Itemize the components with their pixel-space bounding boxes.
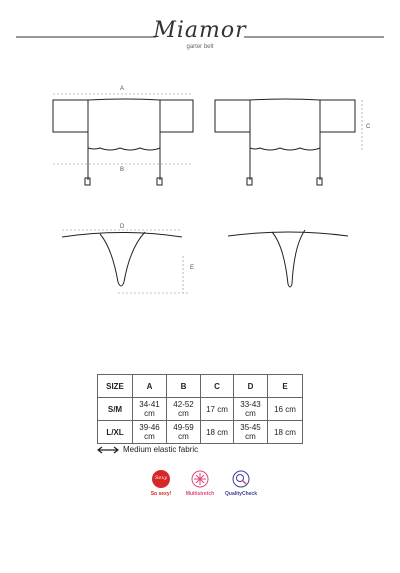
table-header: A xyxy=(133,375,167,398)
dimension-label-c: C xyxy=(366,124,371,130)
table-cell: 39-46 cm xyxy=(133,421,167,444)
table-cell: 42-52 cm xyxy=(167,398,201,421)
table-cell: S/M xyxy=(98,398,133,421)
table-header: B xyxy=(167,375,201,398)
sexy-icon: Sexy xyxy=(152,470,170,488)
table-header-row xyxy=(98,375,303,398)
table-cell: 35-45 cm xyxy=(234,421,268,444)
multistretch-icon xyxy=(191,470,209,488)
dimension-label-e: E xyxy=(190,265,195,271)
fabric-label: Medium elastic fabric xyxy=(123,445,199,454)
table-cell: 18 cm xyxy=(268,421,303,444)
badge-quality-check xyxy=(216,470,266,497)
table-cell: 17 cm xyxy=(201,398,234,421)
table-cell: 33-43 cm xyxy=(234,398,268,421)
badge-label: Multistretch xyxy=(185,491,215,497)
table-row xyxy=(98,421,303,444)
table-cell: 18 cm xyxy=(201,421,234,444)
table-row xyxy=(98,398,303,421)
quality-check-icon xyxy=(232,470,250,488)
size-table xyxy=(97,374,303,444)
back-view-drawing xyxy=(215,99,355,185)
feature-badges xyxy=(0,470,400,510)
product-subtitle: garter belt xyxy=(186,44,214,50)
dimension-label-a: A xyxy=(120,86,125,92)
thong-front-drawing xyxy=(62,232,182,286)
table-cell: 16 cm xyxy=(268,398,303,421)
table-header: C xyxy=(201,375,234,398)
dimension-label-d: D xyxy=(120,224,125,230)
table-header: SIZE xyxy=(98,375,133,398)
thong-back-drawing xyxy=(228,230,348,287)
badge-label: QualityCheck xyxy=(225,491,257,497)
table-header: D xyxy=(234,375,268,398)
badge-label: So sexy! xyxy=(150,491,172,497)
table-cell: 49-59 cm xyxy=(167,421,201,444)
table-cell: 34-41 cm xyxy=(133,398,167,421)
fabric-note xyxy=(97,445,198,454)
table-header: E xyxy=(268,375,303,398)
brand-logo: Miamor xyxy=(153,18,247,43)
stretch-arrows-icon xyxy=(97,446,119,454)
technical-drawings xyxy=(0,70,400,310)
dimension-label-b: B xyxy=(120,167,125,173)
table-cell: L/XL xyxy=(98,421,133,444)
header xyxy=(0,0,400,70)
